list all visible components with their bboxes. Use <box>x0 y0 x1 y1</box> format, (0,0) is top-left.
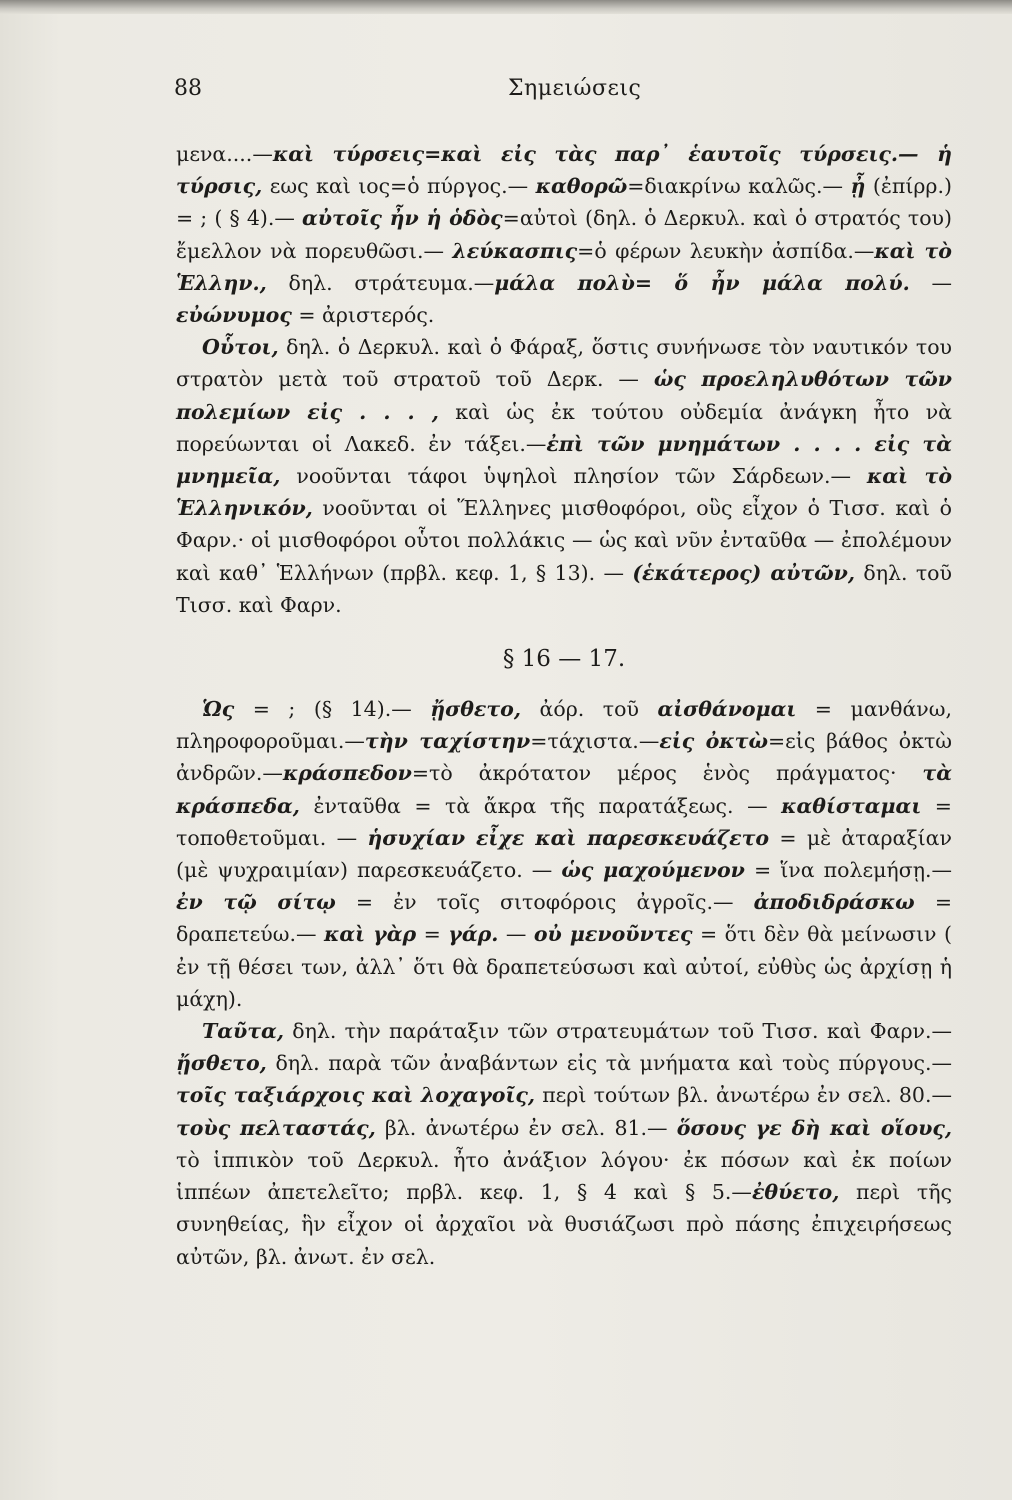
lemma-term: ἀποδιδράσκω <box>753 890 915 915</box>
gloss-text: = μὲ ἀταραξίαν (μὲ ψυχραιμίαν) παρεσκευάζετο. — <box>176 825 952 883</box>
gloss-text: =αὐτοὶ (δηλ. ὁ Δερκυλ. καὶ ὁ στρατός του) ἔμελλον νὰ πορευθῶσι.— <box>176 206 952 263</box>
lemma-term: λεύκασπις <box>452 238 578 263</box>
gloss-text: = ἵνα πολεμήσῃ.— <box>744 858 952 883</box>
gloss-text: =ὁ φέρων λευκὴν ἀσπίδα.— <box>577 238 875 263</box>
gloss-text: νοοῦνται τάφοι ὑψηλοὶ πλησίον τῶν Σάρδεων.— <box>280 464 867 489</box>
gloss-text: βλ. ἀνωτέρω ἐν σελ. 81.— <box>375 1115 677 1140</box>
note-paragraph <box>176 331 952 621</box>
gloss-text: =εἰς βάθος ὀκτὼ ἀνδρῶν.— <box>176 729 952 786</box>
gloss-text: μενα....— <box>176 142 273 166</box>
gloss-text: περὶ τῆς συνηθείας, ἣν εἶχον οἱ ἀρχαῖοι νὰ θυσιάζωσι πρὸ πάσης ἐπιχειρήσεως αὐτῶν, βλ. ἀνωτ. ἐν σελ. <box>176 1180 952 1269</box>
lemma-term: καὶ γὰρ <box>323 922 417 947</box>
gloss-text: = ; (§ 14).— <box>234 697 431 722</box>
gloss-text: δηλ. τοῦ Τισσ. καὶ Φαρν. <box>176 560 952 617</box>
lemma-term: καὶ τὸ Ἑλλην., <box>176 238 952 295</box>
lemma-term: καθίσταμαι <box>781 793 922 818</box>
lemma-term: καθορῶ <box>535 174 628 199</box>
page-header <box>170 72 950 112</box>
note-paragraph <box>176 1015 952 1273</box>
gloss-text: δηλ. στράτευμα.— <box>266 270 495 295</box>
lemma-term: τὴν ταχίστην <box>364 729 531 754</box>
lemma-term: ἡσυχίαν εἶχε καὶ παρεσκευάζετο <box>367 825 770 850</box>
lemma-term: Οὗτοι, <box>202 335 279 360</box>
gloss-text: ἐνταῦθα = τὰ ἄκρα τῆς παρατάξεως. — <box>299 793 782 818</box>
lemma-term: ᾖ <box>850 174 866 199</box>
lemma-term: ᾔσθετο, <box>176 1051 267 1076</box>
gloss-text: καὶ ὡς ἐκ τούτου οὐδεμία ἀνάγκη ἦτο νὰ πορεύωνται οἱ Λακεδ. ἐν τάξει.— <box>176 399 952 456</box>
lemma-term: καὶ τὸ Ἑλληνικόν, <box>176 464 952 521</box>
gloss-text: δηλ. τὴν παράταξιν τῶν στρατευμάτων τοῦ Τισσ. καὶ Φαρν.— <box>283 1019 952 1044</box>
gloss-text: δηλ. ὁ Δερκυλ. καὶ ὁ Φάραξ, ὅστις συνήνωσε τὸν ναυτικόν του στρατὸν μετὰ τοῦ στρατοῦ τοῦ Δερκ. — <box>176 335 952 392</box>
lemma-term: ἐπὶ τῶν μνημάτων . . . . εἰς τὰ μνημεῖα, <box>176 431 952 489</box>
lemma-term: (ἑκάτερος) αὐτῶν, <box>632 560 856 585</box>
lemma-term: ὡς μαχούμενον <box>561 858 745 883</box>
lemma-term: ὅσους γε δὴ καὶ οἵους, <box>676 1115 952 1140</box>
gloss-text: (ἐπίρρ.) = ; ( § 4).— <box>176 174 952 231</box>
note-paragraph <box>176 693 952 1015</box>
lemma-term: γάρ. <box>448 922 499 947</box>
gloss-text: τὸ ἱππικὸν τοῦ Δερκυλ. ἦτο ἀνάξιον λόγου· ἐκ πόσων καὶ ἐκ ποίων ἱππέων ἀπετελεῖτο; πρβλ. κεφ. 1, § 4 καὶ § 5.— <box>176 1147 952 1205</box>
gloss-text: = <box>416 922 449 947</box>
note-paragraph <box>176 138 952 331</box>
lemma-term: ἐθύετο, <box>751 1180 840 1205</box>
lemma-term: κράσπεδον <box>282 761 412 786</box>
gloss-text: = μανθάνω, πληροφοροῦμαι.— <box>176 697 953 754</box>
lemma-term: Ὡς <box>202 697 235 722</box>
lemma-term: εἰς ὀκτὼ <box>659 729 768 754</box>
lemma-term: ὡς προεληλυθότων τῶν πολεμίων εἰς . . . , <box>176 367 952 424</box>
gloss-text: = ἀριστερός. <box>291 303 435 328</box>
gloss-text: εως καὶ ιος=ὁ πύργος.— <box>262 174 536 199</box>
lemma-term: τοὺς πελταστάς, <box>176 1115 376 1140</box>
gloss-text: νοοῦνται οἱ Ἕλληνες μισθοφόροι, οὓς εἶχον ὁ Τισσ. καὶ ὁ Φαρν.· οἱ μισθοφόροι οὗτοι πολλάκις — ὡς καὶ νῦν ἐνταῦθα — ἐπολέμουν καὶ καθ᾿ Ἑλλήνων (πρβλ. κεφ. 1, § 13). — <box>176 496 952 585</box>
gloss-text: περὶ τούτων βλ. ἀνωτέρω ἐν σελ. 80.— <box>535 1083 952 1108</box>
gloss-text: — <box>909 270 952 295</box>
lemma-term: τοῖς ταξιάρχοις καὶ λοχαγοῖς, <box>176 1083 536 1108</box>
running-head: Σημειώσεις <box>508 76 642 101</box>
gloss-text: — <box>498 922 534 947</box>
lemma-term: εὐώνυμος <box>176 303 292 328</box>
lemma-term: οὐ μενοῦντες <box>533 922 693 947</box>
lemma-term: αἰσθάνομαι <box>657 697 797 722</box>
lemma-term: ἐν τῷ σίτῳ <box>176 890 336 915</box>
scan-top-edge <box>0 0 1012 14</box>
gloss-text: =τὸ ἀκρότατον μέρος ἑνὸς πράγματος· <box>411 761 923 786</box>
lemma-term: τὰ κράσπεδα, <box>176 761 952 818</box>
lemma-term: Ταῦτα, <box>202 1019 284 1044</box>
page-number: 88 <box>174 76 202 101</box>
gloss-text: ἀόρ. τοῦ <box>521 697 658 722</box>
page-body <box>176 138 952 1273</box>
lemma-term: ᾔσθετο, <box>430 697 521 722</box>
gloss-text: δηλ. παρὰ τῶν ἀναβάντων εἰς τὰ μνήματα καὶ τοὺς πύργους.— <box>266 1051 952 1076</box>
gloss-text: = τοποθετοῦμαι. — <box>176 793 952 850</box>
lemma-term: αὐτοῖς ἦν ἡ ὁδὸς <box>302 206 503 231</box>
gloss-text: =τάχιστα.— <box>530 729 660 754</box>
gloss-text: = ὅτι δὲν θὰ μείνωσιν ( ἐν τῇ θέσει των, ἀλλ᾿ ὅτι θὰ δραπετεύσωσι καὶ αὐτοί, εὐθὺς ὡς ἀρχίσῃ ἡ μάχη). <box>176 922 952 1011</box>
gloss-text: = ἐν τοῖς σιτοφόροις ἀγροῖς.— <box>335 890 754 915</box>
lemma-term: μάλα πολὺ= ὅ ἦν μάλα πολύ. <box>494 270 910 295</box>
gloss-text: = δραπετεύω.— <box>176 890 952 947</box>
lemma-term: καὶ τύρσεις=καὶ εἰς τὰς παρ᾿ ἑαυτοῖς τύρσεις.— ἡ τύρσις, <box>176 142 952 199</box>
gloss-text: =διακρίνω καλῶς.— <box>627 174 851 199</box>
section-heading: § 16 — 17. <box>502 646 626 673</box>
